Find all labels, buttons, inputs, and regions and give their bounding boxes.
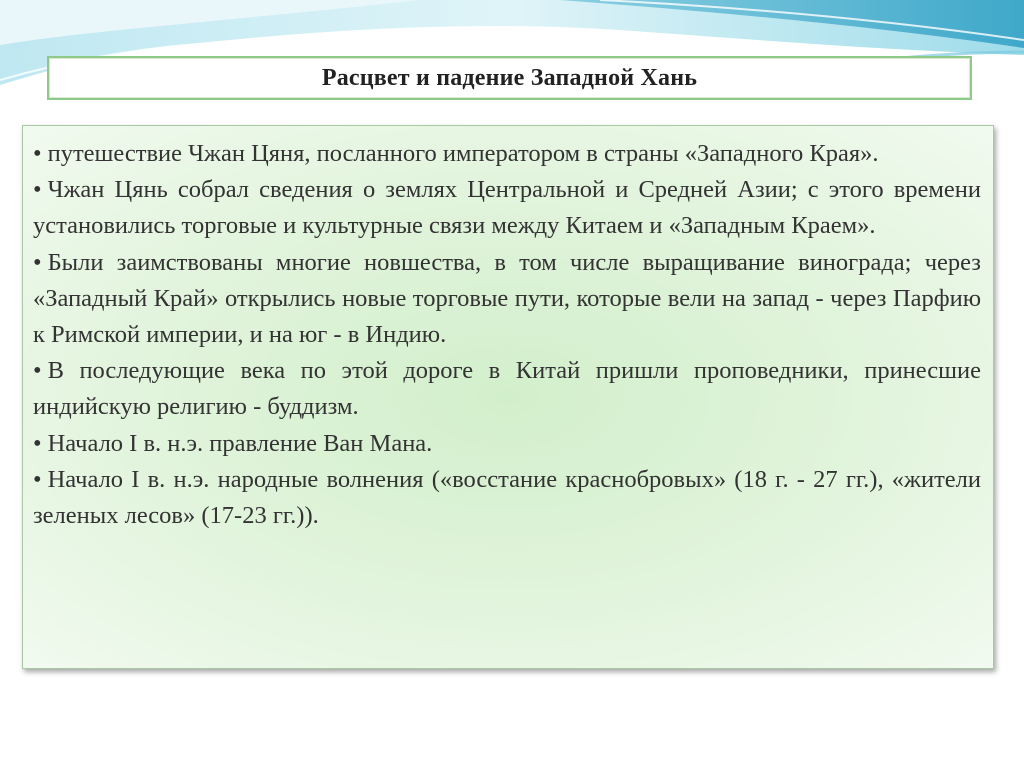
bullet-item [33, 426, 981, 462]
bullet-marker: • [33, 140, 42, 167]
bullet-marker: • [33, 429, 42, 457]
slide-title: Расцвет и падение Западной Хань [321, 64, 698, 91]
bullet-marker: • [33, 176, 42, 204]
bullet-item [33, 172, 981, 244]
bullet-text: Начало I в. н.э. правление Ван Мана. [47, 429, 433, 457]
bullet-item [33, 136, 981, 172]
bullet-text: Чжан Цянь собрал сведения о землях Центральной и Средней Азии; с этого времени установились торговые и культурные связи между Китаем и «Западным Краем». [33, 176, 981, 240]
title-box [47, 56, 972, 100]
bullet-marker: • [33, 465, 42, 493]
content-box [22, 125, 994, 669]
bullet-text: Были заимствованы многие новшества, в том числе выращивание винограда; через «Западный Край» открылись новые торговые пути, которые вели на запад - через Парфию к Римской империи, и на юг - в Индию. [33, 248, 981, 349]
bullet-text: путешествие Чжан Цяня, посланного императором в страны «Западного Края». [47, 140, 879, 167]
bullet-text: В последующие века по этой дороге в Китай пришли проповедники, принесшие индийскую религию - буддизм. [33, 357, 981, 421]
bullet-item [33, 462, 981, 534]
bullet-text: Начало I в. н.э. народные волнения («восстание краснобровых» (18 г. - 27 гг.), «жители зеленых лесов» (17-23 гг.)). [33, 465, 981, 530]
bullet-marker: • [33, 248, 42, 276]
bullet-item [33, 353, 981, 425]
bullet-item [33, 245, 981, 354]
bullet-marker: • [33, 357, 42, 385]
